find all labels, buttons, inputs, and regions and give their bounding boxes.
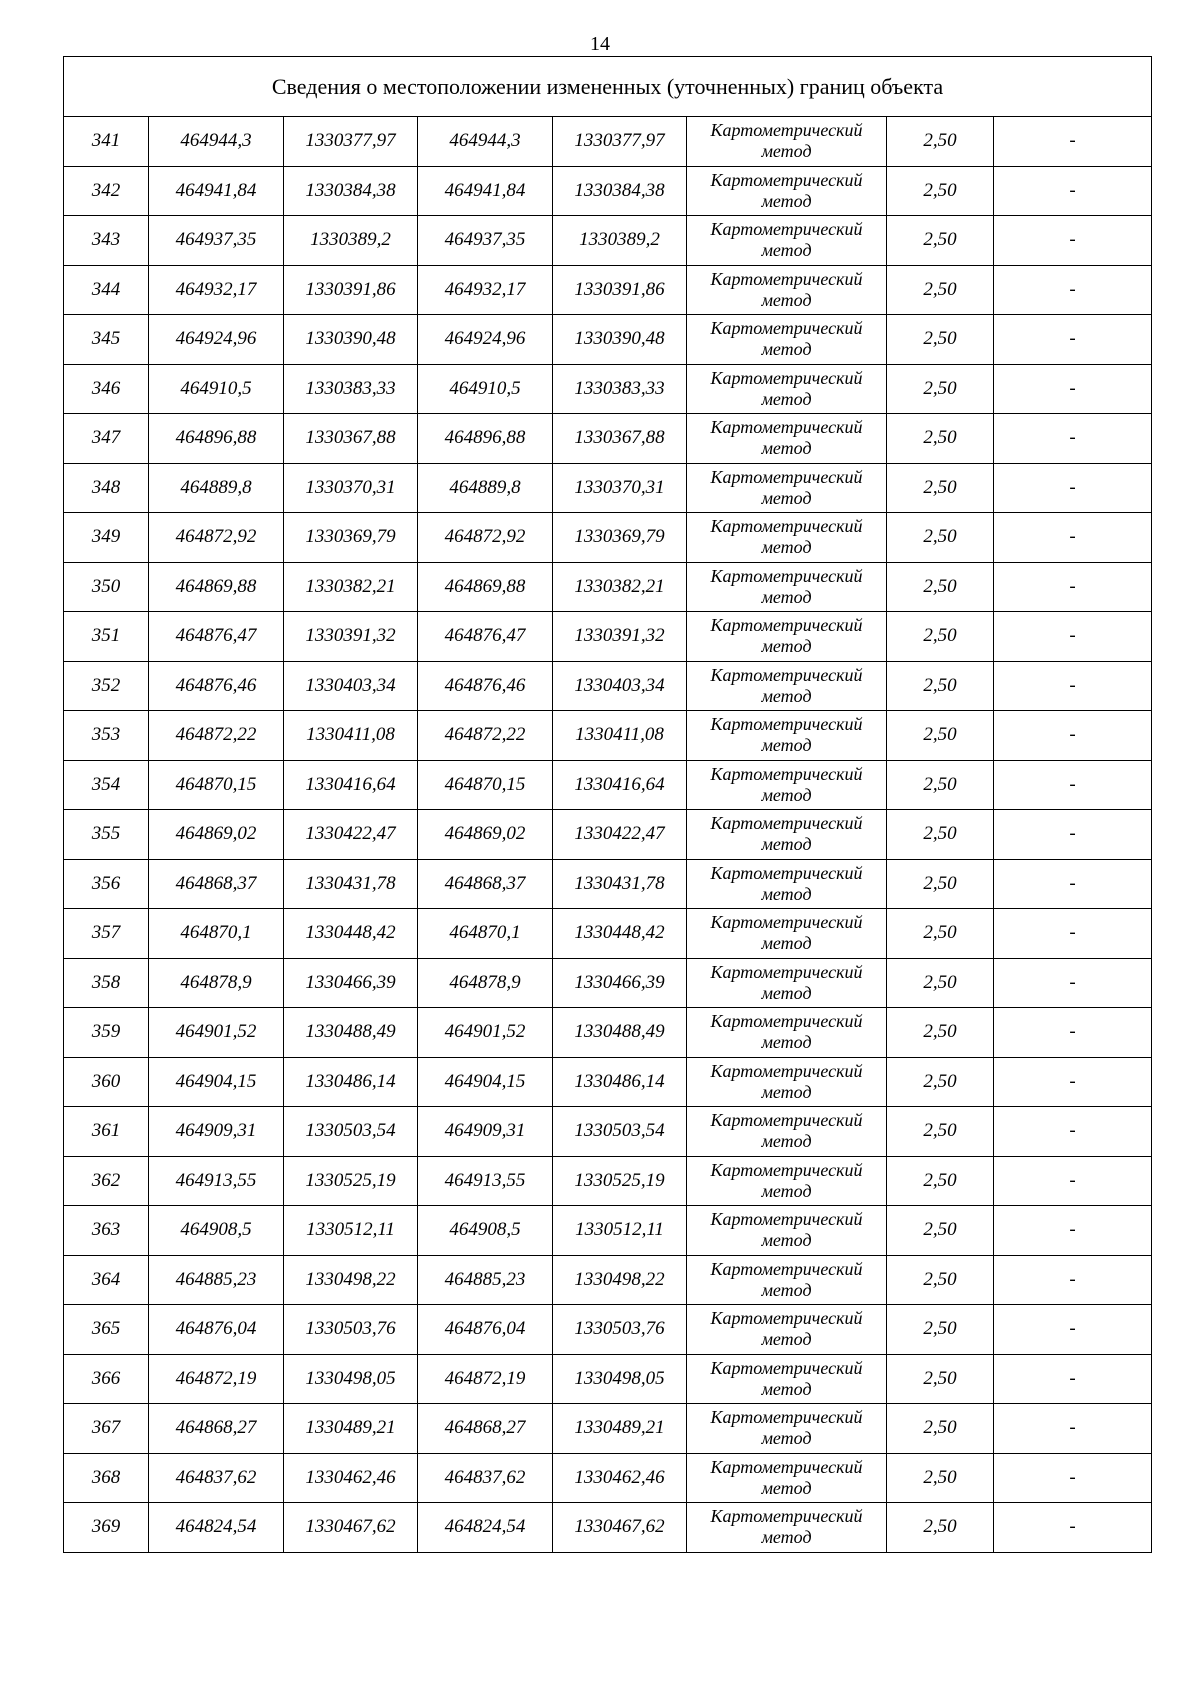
x-refined-cell: 464876,04 <box>418 1305 553 1355</box>
x-existing-cell: 464872,22 <box>149 711 284 761</box>
method-cell: Картометрический метод <box>687 1305 887 1355</box>
accuracy-cell: 2,50 <box>887 166 994 216</box>
point-number-cell: 355 <box>64 810 149 860</box>
method-cell: Картометрический метод <box>687 661 887 711</box>
method-cell: Картометрический метод <box>687 1008 887 1058</box>
point-number-cell: 367 <box>64 1404 149 1454</box>
y-refined-cell: 1330391,86 <box>553 265 687 315</box>
table-row <box>64 414 1152 464</box>
method-cell: Картометрический метод <box>687 612 887 662</box>
y-existing-cell: 1330391,32 <box>284 612 418 662</box>
y-existing-cell: 1330467,62 <box>284 1503 418 1553</box>
y-existing-cell: 1330367,88 <box>284 414 418 464</box>
accuracy-cell: 2,50 <box>887 1503 994 1553</box>
x-refined-cell: 464876,47 <box>418 612 553 662</box>
note-cell: - <box>994 958 1152 1008</box>
table-title: Сведения о местоположении измененных (уточненных) границ объекта <box>64 57 1152 117</box>
note-cell: - <box>994 909 1152 959</box>
table-row <box>64 166 1152 216</box>
point-number-cell: 368 <box>64 1453 149 1503</box>
y-refined-cell: 1330498,22 <box>553 1255 687 1305</box>
point-number-cell: 341 <box>64 117 149 167</box>
point-number-cell: 353 <box>64 711 149 761</box>
x-refined-cell: 464901,52 <box>418 1008 553 1058</box>
x-existing-cell: 464868,37 <box>149 859 284 909</box>
x-refined-cell: 464909,31 <box>418 1107 553 1157</box>
y-refined-cell: 1330370,31 <box>553 463 687 513</box>
x-refined-cell: 464910,5 <box>418 364 553 414</box>
note-cell: - <box>994 364 1152 414</box>
x-existing-cell: 464913,55 <box>149 1156 284 1206</box>
y-existing-cell: 1330498,22 <box>284 1255 418 1305</box>
point-number-cell: 358 <box>64 958 149 1008</box>
y-refined-cell: 1330367,88 <box>553 414 687 464</box>
y-existing-cell: 1330503,76 <box>284 1305 418 1355</box>
table-row <box>64 315 1152 365</box>
y-refined-cell: 1330416,64 <box>553 760 687 810</box>
y-refined-cell: 1330391,32 <box>553 612 687 662</box>
x-refined-cell: 464885,23 <box>418 1255 553 1305</box>
x-existing-cell: 464872,92 <box>149 513 284 563</box>
table-row <box>64 1206 1152 1256</box>
y-existing-cell: 1330486,14 <box>284 1057 418 1107</box>
y-existing-cell: 1330390,48 <box>284 315 418 365</box>
point-number-cell: 354 <box>64 760 149 810</box>
table-row <box>64 958 1152 1008</box>
accuracy-cell: 2,50 <box>887 1057 994 1107</box>
method-cell: Картометрический метод <box>687 1156 887 1206</box>
method-cell: Картометрический метод <box>687 315 887 365</box>
x-refined-cell: 464872,92 <box>418 513 553 563</box>
y-existing-cell: 1330370,31 <box>284 463 418 513</box>
note-cell: - <box>994 216 1152 266</box>
x-refined-cell: 464932,17 <box>418 265 553 315</box>
method-cell: Картометрический метод <box>687 958 887 1008</box>
y-existing-cell: 1330503,54 <box>284 1107 418 1157</box>
table-row <box>64 711 1152 761</box>
table-row <box>64 463 1152 513</box>
x-existing-cell: 464868,27 <box>149 1404 284 1454</box>
accuracy-cell: 2,50 <box>887 315 994 365</box>
accuracy-cell: 2,50 <box>887 1008 994 1058</box>
y-refined-cell: 1330403,34 <box>553 661 687 711</box>
y-existing-cell: 1330383,33 <box>284 364 418 414</box>
x-refined-cell: 464824,54 <box>418 1503 553 1553</box>
x-refined-cell: 464924,96 <box>418 315 553 365</box>
y-refined-cell: 1330431,78 <box>553 859 687 909</box>
boundary-coordinates-table <box>63 56 1152 1553</box>
method-cell: Картометрический метод <box>687 1255 887 1305</box>
accuracy-cell: 2,50 <box>887 513 994 563</box>
method-cell: Картометрический метод <box>687 1354 887 1404</box>
accuracy-cell: 2,50 <box>887 1206 994 1256</box>
x-existing-cell: 464876,47 <box>149 612 284 662</box>
x-refined-cell: 464913,55 <box>418 1156 553 1206</box>
y-refined-cell: 1330498,05 <box>553 1354 687 1404</box>
accuracy-cell: 2,50 <box>887 612 994 662</box>
note-cell: - <box>994 760 1152 810</box>
note-cell: - <box>994 1156 1152 1206</box>
point-number-cell: 350 <box>64 562 149 612</box>
y-refined-cell: 1330384,38 <box>553 166 687 216</box>
method-cell: Картометрический метод <box>687 1206 887 1256</box>
y-refined-cell: 1330489,21 <box>553 1404 687 1454</box>
x-existing-cell: 464908,5 <box>149 1206 284 1256</box>
method-cell: Картометрический метод <box>687 760 887 810</box>
note-cell: - <box>994 562 1152 612</box>
point-number-cell: 366 <box>64 1354 149 1404</box>
y-existing-cell: 1330512,11 <box>284 1206 418 1256</box>
x-existing-cell: 464910,5 <box>149 364 284 414</box>
method-cell: Картометрический метод <box>687 1404 887 1454</box>
y-existing-cell: 1330389,2 <box>284 216 418 266</box>
accuracy-cell: 2,50 <box>887 810 994 860</box>
accuracy-cell: 2,50 <box>887 1255 994 1305</box>
table-row <box>64 265 1152 315</box>
accuracy-cell: 2,50 <box>887 562 994 612</box>
accuracy-cell: 2,50 <box>887 760 994 810</box>
y-existing-cell: 1330431,78 <box>284 859 418 909</box>
x-existing-cell: 464870,15 <box>149 760 284 810</box>
accuracy-cell: 2,50 <box>887 859 994 909</box>
y-existing-cell: 1330382,21 <box>284 562 418 612</box>
table-row <box>64 661 1152 711</box>
point-number-cell: 344 <box>64 265 149 315</box>
method-cell: Картометрический метод <box>687 513 887 563</box>
x-refined-cell: 464941,84 <box>418 166 553 216</box>
table-row <box>64 513 1152 563</box>
method-cell: Картометрический метод <box>687 216 887 266</box>
accuracy-cell: 2,50 <box>887 1404 994 1454</box>
y-existing-cell: 1330377,97 <box>284 117 418 167</box>
method-cell: Картометрический метод <box>687 711 887 761</box>
table-row <box>64 117 1152 167</box>
note-cell: - <box>994 859 1152 909</box>
y-existing-cell: 1330498,05 <box>284 1354 418 1404</box>
y-refined-cell: 1330467,62 <box>553 1503 687 1553</box>
accuracy-cell: 2,50 <box>887 463 994 513</box>
point-number-cell: 356 <box>64 859 149 909</box>
y-refined-cell: 1330389,2 <box>553 216 687 266</box>
x-refined-cell: 464944,3 <box>418 117 553 167</box>
method-cell: Картометрический метод <box>687 909 887 959</box>
table-row <box>64 612 1152 662</box>
note-cell: - <box>994 1057 1152 1107</box>
x-existing-cell: 464924,96 <box>149 315 284 365</box>
y-refined-cell: 1330525,19 <box>553 1156 687 1206</box>
table-row <box>64 760 1152 810</box>
y-refined-cell: 1330377,97 <box>553 117 687 167</box>
table-row <box>64 1156 1152 1206</box>
y-refined-cell: 1330488,49 <box>553 1008 687 1058</box>
method-cell: Картометрический метод <box>687 166 887 216</box>
x-existing-cell: 464896,88 <box>149 414 284 464</box>
point-number-cell: 360 <box>64 1057 149 1107</box>
note-cell: - <box>994 117 1152 167</box>
y-refined-cell: 1330382,21 <box>553 562 687 612</box>
accuracy-cell: 2,50 <box>887 414 994 464</box>
x-existing-cell: 464876,04 <box>149 1305 284 1355</box>
method-cell: Картометрический метод <box>687 117 887 167</box>
x-refined-cell: 464872,19 <box>418 1354 553 1404</box>
x-refined-cell: 464889,8 <box>418 463 553 513</box>
method-cell: Картометрический метод <box>687 414 887 464</box>
point-number-cell: 362 <box>64 1156 149 1206</box>
y-refined-cell: 1330369,79 <box>553 513 687 563</box>
table-row <box>64 1453 1152 1503</box>
note-cell: - <box>994 1206 1152 1256</box>
note-cell: - <box>994 265 1152 315</box>
accuracy-cell: 2,50 <box>887 1453 994 1503</box>
method-cell: Картометрический метод <box>687 562 887 612</box>
x-refined-cell: 464937,35 <box>418 216 553 266</box>
x-existing-cell: 464889,8 <box>149 463 284 513</box>
accuracy-cell: 2,50 <box>887 364 994 414</box>
point-number-cell: 349 <box>64 513 149 563</box>
y-existing-cell: 1330369,79 <box>284 513 418 563</box>
y-refined-cell: 1330462,46 <box>553 1453 687 1503</box>
y-existing-cell: 1330422,47 <box>284 810 418 860</box>
y-existing-cell: 1330416,64 <box>284 760 418 810</box>
accuracy-cell: 2,50 <box>887 1107 994 1157</box>
table-row <box>64 909 1152 959</box>
x-refined-cell: 464869,88 <box>418 562 553 612</box>
note-cell: - <box>994 810 1152 860</box>
accuracy-cell: 2,50 <box>887 216 994 266</box>
table-row <box>64 1404 1152 1454</box>
table-row <box>64 562 1152 612</box>
y-refined-cell: 1330486,14 <box>553 1057 687 1107</box>
point-number-cell: 348 <box>64 463 149 513</box>
y-existing-cell: 1330489,21 <box>284 1404 418 1454</box>
method-cell: Картометрический метод <box>687 1107 887 1157</box>
y-existing-cell: 1330462,46 <box>284 1453 418 1503</box>
y-refined-cell: 1330466,39 <box>553 958 687 1008</box>
note-cell: - <box>994 166 1152 216</box>
y-existing-cell: 1330411,08 <box>284 711 418 761</box>
x-refined-cell: 464870,1 <box>418 909 553 959</box>
note-cell: - <box>994 1354 1152 1404</box>
x-existing-cell: 464885,23 <box>149 1255 284 1305</box>
table-row <box>64 1057 1152 1107</box>
y-refined-cell: 1330512,11 <box>553 1206 687 1256</box>
x-existing-cell: 464876,46 <box>149 661 284 711</box>
y-refined-cell: 1330503,54 <box>553 1107 687 1157</box>
table-row <box>64 810 1152 860</box>
accuracy-cell: 2,50 <box>887 1305 994 1355</box>
note-cell: - <box>994 711 1152 761</box>
y-refined-cell: 1330503,76 <box>553 1305 687 1355</box>
note-cell: - <box>994 661 1152 711</box>
x-existing-cell: 464944,3 <box>149 117 284 167</box>
x-existing-cell: 464909,31 <box>149 1107 284 1157</box>
y-existing-cell: 1330466,39 <box>284 958 418 1008</box>
x-refined-cell: 464868,27 <box>418 1404 553 1454</box>
y-existing-cell: 1330488,49 <box>284 1008 418 1058</box>
x-existing-cell: 464837,62 <box>149 1453 284 1503</box>
point-number-cell: 357 <box>64 909 149 959</box>
note-cell: - <box>994 315 1152 365</box>
x-refined-cell: 464908,5 <box>418 1206 553 1256</box>
table-row <box>64 364 1152 414</box>
y-refined-cell: 1330383,33 <box>553 364 687 414</box>
method-cell: Картометрический метод <box>687 265 887 315</box>
accuracy-cell: 2,50 <box>887 909 994 959</box>
x-refined-cell: 464878,9 <box>418 958 553 1008</box>
y-existing-cell: 1330525,19 <box>284 1156 418 1206</box>
x-refined-cell: 464896,88 <box>418 414 553 464</box>
method-cell: Картометрический метод <box>687 364 887 414</box>
x-refined-cell: 464870,15 <box>418 760 553 810</box>
y-refined-cell: 1330390,48 <box>553 315 687 365</box>
method-cell: Картометрический метод <box>687 859 887 909</box>
note-cell: - <box>994 612 1152 662</box>
table-row <box>64 1354 1152 1404</box>
x-existing-cell: 464937,35 <box>149 216 284 266</box>
y-refined-cell: 1330448,42 <box>553 909 687 959</box>
table-row <box>64 216 1152 266</box>
accuracy-cell: 2,50 <box>887 958 994 1008</box>
point-number-cell: 364 <box>64 1255 149 1305</box>
x-existing-cell: 464904,15 <box>149 1057 284 1107</box>
note-cell: - <box>994 414 1152 464</box>
x-existing-cell: 464870,1 <box>149 909 284 959</box>
y-existing-cell: 1330403,34 <box>284 661 418 711</box>
x-refined-cell: 464868,37 <box>418 859 553 909</box>
x-refined-cell: 464837,62 <box>418 1453 553 1503</box>
accuracy-cell: 2,50 <box>887 1354 994 1404</box>
x-existing-cell: 464872,19 <box>149 1354 284 1404</box>
table-title-row <box>64 57 1152 117</box>
point-number-cell: 347 <box>64 414 149 464</box>
note-cell: - <box>994 1107 1152 1157</box>
point-number-cell: 363 <box>64 1206 149 1256</box>
table-row <box>64 1503 1152 1553</box>
point-number-cell: 369 <box>64 1503 149 1553</box>
method-cell: Картометрический метод <box>687 1453 887 1503</box>
accuracy-cell: 2,50 <box>887 117 994 167</box>
point-number-cell: 343 <box>64 216 149 266</box>
table-row <box>64 1255 1152 1305</box>
table-row <box>64 1305 1152 1355</box>
point-number-cell: 345 <box>64 315 149 365</box>
table-body <box>64 117 1152 1553</box>
x-existing-cell: 464869,02 <box>149 810 284 860</box>
x-existing-cell: 464901,52 <box>149 1008 284 1058</box>
point-number-cell: 342 <box>64 166 149 216</box>
point-number-cell: 351 <box>64 612 149 662</box>
point-number-cell: 365 <box>64 1305 149 1355</box>
point-number-cell: 359 <box>64 1008 149 1058</box>
note-cell: - <box>994 1404 1152 1454</box>
x-existing-cell: 464932,17 <box>149 265 284 315</box>
note-cell: - <box>994 1453 1152 1503</box>
accuracy-cell: 2,50 <box>887 1156 994 1206</box>
x-refined-cell: 464869,02 <box>418 810 553 860</box>
x-existing-cell: 464869,88 <box>149 562 284 612</box>
note-cell: - <box>994 1255 1152 1305</box>
accuracy-cell: 2,50 <box>887 265 994 315</box>
note-cell: - <box>994 1305 1152 1355</box>
x-existing-cell: 464941,84 <box>149 166 284 216</box>
x-refined-cell: 464904,15 <box>418 1057 553 1107</box>
method-cell: Картометрический метод <box>687 810 887 860</box>
note-cell: - <box>994 463 1152 513</box>
note-cell: - <box>994 1008 1152 1058</box>
x-refined-cell: 464872,22 <box>418 711 553 761</box>
y-refined-cell: 1330422,47 <box>553 810 687 860</box>
x-existing-cell: 464824,54 <box>149 1503 284 1553</box>
accuracy-cell: 2,50 <box>887 661 994 711</box>
note-cell: - <box>994 513 1152 563</box>
x-existing-cell: 464878,9 <box>149 958 284 1008</box>
point-number-cell: 361 <box>64 1107 149 1157</box>
method-cell: Картометрический метод <box>687 1503 887 1553</box>
y-existing-cell: 1330391,86 <box>284 265 418 315</box>
point-number-cell: 346 <box>64 364 149 414</box>
table-row <box>64 1107 1152 1157</box>
page-number: 14 <box>590 33 610 55</box>
table-row <box>64 859 1152 909</box>
y-existing-cell: 1330448,42 <box>284 909 418 959</box>
method-cell: Картометрический метод <box>687 463 887 513</box>
y-existing-cell: 1330384,38 <box>284 166 418 216</box>
y-refined-cell: 1330411,08 <box>553 711 687 761</box>
table-row <box>64 1008 1152 1058</box>
method-cell: Картометрический метод <box>687 1057 887 1107</box>
point-number-cell: 352 <box>64 661 149 711</box>
accuracy-cell: 2,50 <box>887 711 994 761</box>
x-refined-cell: 464876,46 <box>418 661 553 711</box>
note-cell: - <box>994 1503 1152 1553</box>
